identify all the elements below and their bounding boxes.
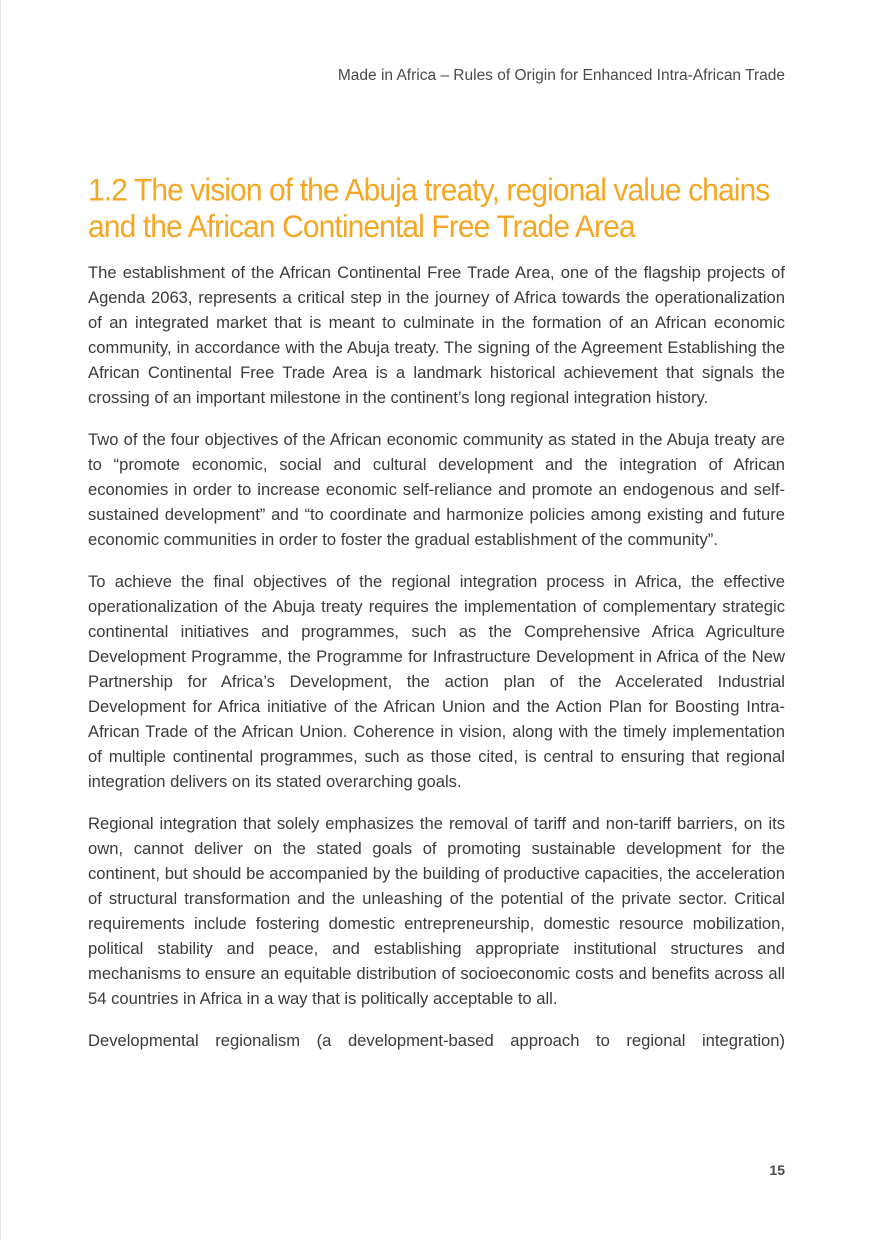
paragraph-1: The establishment of the African Continental Free Trade Area, one of the flagship projects of Agenda 2063, represents a critical step in the journey of Africa towards the operationalization of an integrated market that is meant to culminate in the formation of an African economic community, in accordance with the Abuja treaty. The signing of the Agreement Establishing the African Continental Free Trade Area is a landmark historical achievement that signals the crossing of an important milestone in the continent’s long regional integration history. [88,263,785,407]
section-title: 1.2 The vision of the Abuja treaty, regional value chains and the African Continental Free Trade Area [88,173,770,245]
section-body [88,260,785,1070]
paragraph-3: To achieve the final objectives of the regional integration process in Africa, the effective operationalization of the Abuja treaty requires the implementation of complementary strategic continental initiatives and programmes, such as the Comprehensive Africa Agriculture Development Programme, the Programme for Infrastructure Development in Africa of the New Partnership for Africa’s Development, the action plan of the Accelerated Industrial Development for Africa initiative of the African Union and the Action Plan for Boosting Intra-African Trade of the African Union. Coherence in vision, along with the timely implementation of multiple continental programmes, such as those cited, is central to ensuring that regional integration delivers on its stated overarching goals. [88,572,785,791]
page-edge [0,0,1,1240]
paragraph-2: Two of the four objectives of the African economic community as stated in the Abuja treaty are to “promote economic, social and cultural development and the integration of African economies in order to increase economic self-reliance and promote an endogenous and self-sustained development” and “to coordinate and harmonize policies among existing and future economic communities in order to foster the gradual establishment of the community”. [88,430,785,549]
paragraph-5: Developmental regionalism (a development-based approach to regional integration) [88,1031,785,1050]
page-number: 15 [769,1162,785,1178]
paragraph-4: Regional integration that solely emphasizes the removal of tariff and non-tariff barriers, on its own, cannot deliver on the stated goals of promoting sustainable development for the continent, but should be accompanied by the building of productive capacities, the acceleration of structural transformation and the unleashing of the potential of the private sector. Critical requirements include fostering domestic entrepreneurship, domestic resource mobilization, political stability and peace, and establishing appropriate institutional structures and mechanisms to ensure an equitable distribution of socioeconomic costs and benefits across all 54 countries in Africa in a way that is politically acceptable to all. [88,814,785,1008]
running-header: Made in Africa – Rules of Origin for Enhanced Intra-African Trade [337,67,785,84]
